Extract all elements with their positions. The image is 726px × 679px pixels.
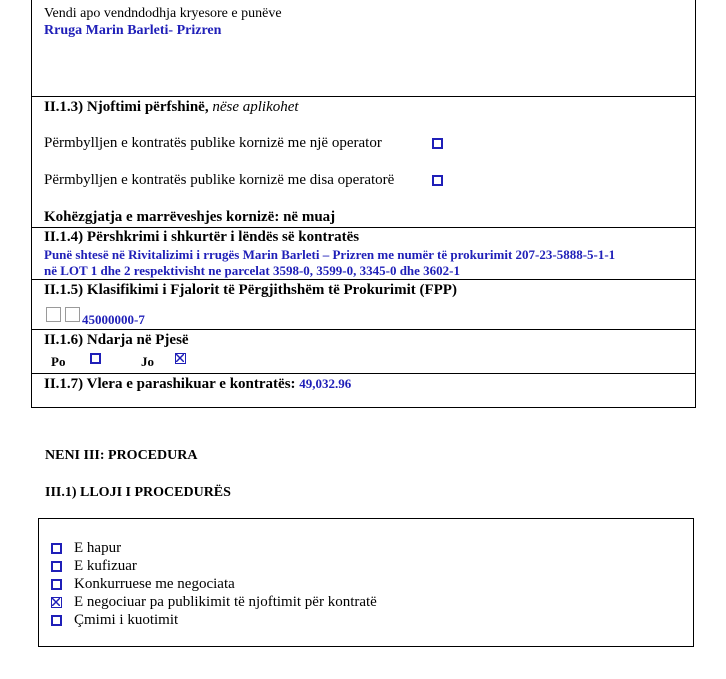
framework-one-operator-label: Përmbylljen e kontratës publike kornizë me një operator [44, 135, 382, 151]
section-iii-heading: NENI III: PROCEDURA [45, 448, 198, 463]
contract-description-line2: në LOT 1 dhe 2 respektivisht ne parcelat 3598-0, 3599-0, 3345-0 dhe 3602-1 [44, 263, 461, 278]
procedure-restricted-checkbox[interactable] [51, 561, 62, 572]
divider [31, 329, 696, 330]
procedure-open-checkbox[interactable] [51, 543, 62, 554]
framework-many-operators-label: Përmbylljen e kontratës publike kornizë me disa operatorë [44, 172, 395, 188]
checkmark-x-icon [52, 598, 60, 606]
section-ii15-heading: II.1.5) Klasifikimi i Fjalorit të Përgjithshëm të Prokurimit (FPP) [44, 282, 457, 298]
procedure-open-label: E hapur [74, 540, 122, 556]
procedure-competitive-negotiation-label: Konkurruese me negociata [74, 576, 235, 592]
divider [31, 227, 696, 228]
section-iii1-heading: III.1) LLOJI I PROCEDURËS [45, 485, 231, 500]
section-ii14-heading: II.1.4) Përshkrimi i shkurtër i lëndës së kontratës [44, 229, 360, 245]
section-ii16-heading: II.1.6) Ndarja në Pjesë [44, 332, 189, 348]
venue-label: Vendi apo vendndodhja kryesore e punëve [44, 6, 282, 21]
procedure-negotiated-label: E negociuar pa publikimit të njoftimit për kontratë [74, 594, 377, 610]
section-ii13-heading-text: II.1.3) Njoftimi përfshinë, [44, 99, 209, 115]
lots-no-checkbox[interactable] [175, 353, 186, 364]
section-ii17-row [44, 377, 351, 392]
venue-value: Rruga Marin Barleti- Prizren [44, 23, 222, 38]
estimated-value: 49,032.96 [299, 376, 352, 391]
procedure-option[interactable] [50, 594, 550, 611]
framework-many-operators-checkbox[interactable] [432, 175, 443, 186]
divider [31, 96, 696, 97]
cpv-box-2 [65, 307, 80, 322]
section-ii17-heading: II.1.7) Vlera e parashikuar e kontratës: [44, 376, 296, 392]
checkmark-x-icon [176, 354, 184, 362]
lots-yes-checkbox[interactable] [90, 353, 101, 364]
procedure-negotiated-checkbox[interactable] [51, 597, 62, 608]
contract-description-line1: Punë shtesë në Rivitalizimi i rrugës Marin Barleti – Prizren me numër të prokurimit 207-23-5888-5-1-1 [44, 247, 616, 262]
procedure-option[interactable] [50, 558, 550, 575]
procedure-competitive-negotiation-checkbox[interactable] [51, 579, 62, 590]
framework-one-operator-checkbox[interactable] [432, 138, 443, 149]
divider [31, 373, 696, 374]
procedure-price-quotation-checkbox[interactable] [51, 615, 62, 626]
framework-duration-label: Kohëzgjatja e marrëveshjes kornizë: në muaj [44, 209, 336, 225]
divider [31, 279, 696, 280]
lots-no-label: Jo [141, 354, 154, 369]
procedure-restricted-label: E kufizuar [74, 558, 137, 574]
section-ii13-heading [44, 100, 299, 115]
cpv-code: 45000000-7 [82, 312, 145, 327]
lots-yes-label: Po [51, 354, 66, 369]
procedure-price-quotation-label: Çmimi i kuotimit [74, 612, 179, 628]
procedure-option[interactable] [50, 576, 550, 593]
procedure-option[interactable] [50, 540, 550, 557]
section-ii13-heading-note: nëse aplikohet [212, 99, 299, 115]
procedure-option[interactable] [50, 612, 550, 629]
cpv-box-1 [46, 307, 61, 322]
